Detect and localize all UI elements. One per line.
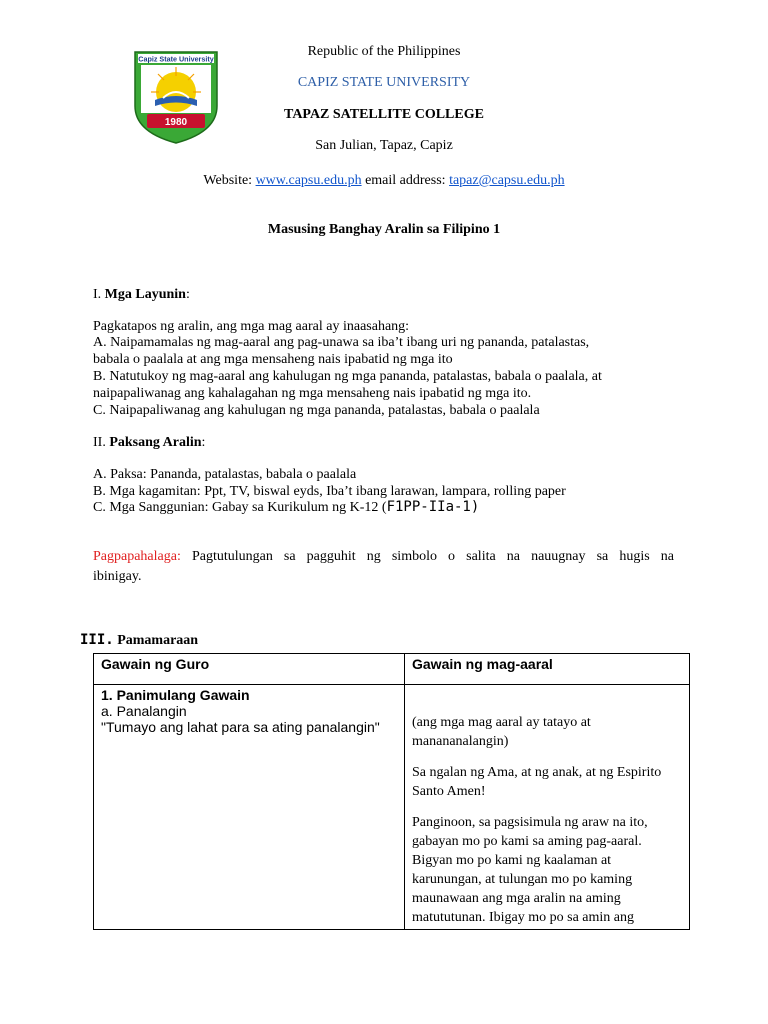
col-student-header: Gawain ng mag-aaral bbox=[405, 654, 690, 685]
procedure-heading bbox=[80, 632, 198, 649]
student-cell bbox=[405, 685, 690, 930]
email-link[interactable]: tapaz@capsu.edu.ph bbox=[449, 173, 565, 188]
address-text: San Julian, Tapaz, Capiz bbox=[315, 138, 453, 153]
procedure-num: III. bbox=[80, 632, 114, 648]
table-row bbox=[94, 685, 690, 930]
teacher-heading: 1. Panimulang Gawain bbox=[101, 687, 250, 703]
website-link[interactable]: www.capsu.edu.ph bbox=[255, 173, 362, 188]
curriculum-code: F1PP-IIa-1) bbox=[386, 499, 480, 515]
objective-line: A. Naipamamalas ng mag-aaral ang pag-unawa sa iba’t ibang uri ng pananda, patalastas, bbox=[93, 335, 590, 350]
valuing-line-2: ibinigay. bbox=[93, 569, 142, 584]
teacher-cell bbox=[94, 685, 405, 930]
university-name: CAPIZ STATE UNIVERSITY bbox=[297, 75, 471, 90]
table-header-row bbox=[94, 654, 690, 685]
logo-name: Capiz State University bbox=[138, 54, 214, 64]
subject-heading bbox=[93, 434, 205, 451]
objective-line: babala o paalala at ang mga mensaheng nais ipabatid ng mga ito bbox=[93, 352, 453, 367]
objective-line: naipapaliwanag ang kahalagahan ng mga mensaheng nais ipabatid ng mga ito. bbox=[93, 386, 532, 401]
university-logo bbox=[133, 48, 219, 144]
document-title: Masusing Banghay Aralin sa Filipino 1 bbox=[267, 222, 501, 237]
objective-line: B. Natutukoy ng mag-aaral ang kahulugan ng mga pananda, patalastas, babala o paalala, at bbox=[93, 369, 602, 384]
objectives-num: I. bbox=[93, 287, 102, 302]
col-teacher-header: Gawain ng Guro bbox=[94, 654, 405, 685]
valuing-text: Pagtutulungan sa pagguhit ng simbolo o salita na nauugnay sa hugis na bbox=[191, 549, 674, 564]
college-name: TAPAZ SATELLITE COLLEGE bbox=[284, 107, 484, 122]
procedure-table bbox=[93, 653, 690, 930]
student-response: Panginoon, sa pagsisimula ng araw na ito, gabayan mo po kami sa aming pag-aaral. Bigyan mo po kami ng kaalaman at karunungan, at tulungan mo po kaming maunawaan ang mga aralin na aming matututunan. Ibigay mo po sa amin ang bbox=[412, 815, 648, 925]
teacher-sub: a. Panalangin bbox=[101, 703, 187, 719]
sanggunian-text: C. Mga Sanggunian: Gabay sa Kurikulum ng K-12 ( bbox=[93, 500, 387, 515]
contact-line bbox=[0, 173, 768, 189]
objective-line: C. Naipapaliwanag ang kahulugan ng mga pananda, patalastas, babala o paalala bbox=[93, 403, 540, 418]
student-response: (ang mga mag aaral ay tatayo at manananalangin) bbox=[412, 715, 591, 749]
student-response: Sa ngalan ng Ama, at ng anak, at ng Espirito Santo Amen! bbox=[412, 765, 662, 799]
republic-line: Republic of the Philippines bbox=[307, 44, 461, 59]
college-address bbox=[0, 138, 768, 154]
subject-sanggunian bbox=[93, 499, 479, 516]
objectives-intro: Pagkatapos ng aralin, ang mga mag aaral ay inaasahang: bbox=[93, 319, 410, 334]
subject-kagamitan: B. Mga kagamitan: Ppt, TV, biswal eyds, Iba’t ibang larawan, lampara, rolling paper bbox=[93, 484, 566, 499]
objectives-heading bbox=[93, 286, 190, 303]
objectives-colon: : bbox=[185, 287, 190, 302]
logo-year: 1980 bbox=[164, 117, 188, 128]
subject-title: Paksang Aralin bbox=[109, 435, 202, 450]
subject-paksa: A. Paksa: Pananda, patalastas, babala o paalala bbox=[93, 467, 357, 482]
subject-num: II. bbox=[93, 435, 106, 450]
website-label: Website: bbox=[203, 173, 253, 188]
email-label: email address: bbox=[365, 173, 446, 188]
objectives-title: Mga Layunin bbox=[104, 287, 186, 302]
procedure-title: Pamamaraan bbox=[117, 633, 199, 648]
subject-colon: : bbox=[201, 435, 206, 450]
teacher-quote: "Tumayo ang lahat para sa ating panalangin" bbox=[101, 719, 380, 735]
valuing-label: Pagpapahalaga: bbox=[93, 549, 181, 564]
valuing-line bbox=[93, 548, 674, 565]
